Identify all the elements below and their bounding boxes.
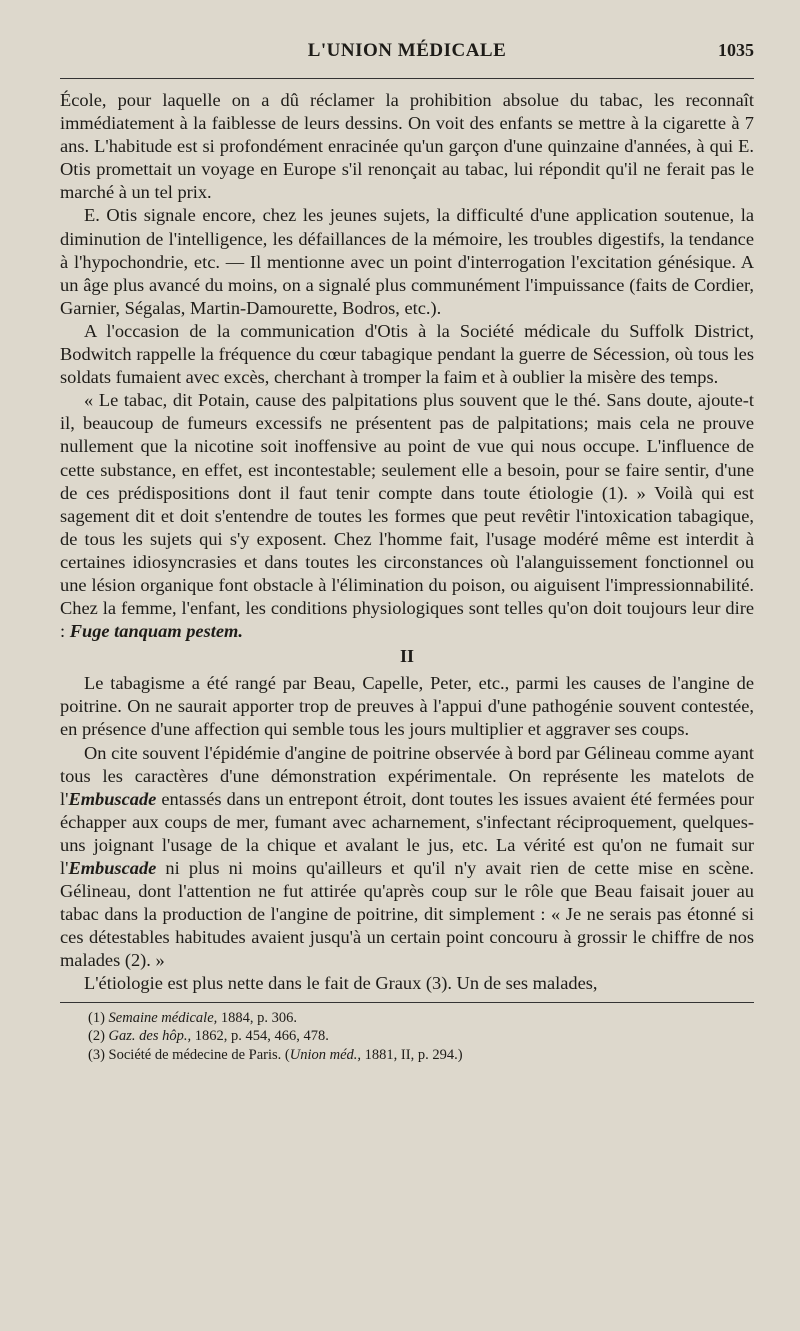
paragraph: Le tabagisme a été rangé par Beau, Capelle, Peter, etc., parmi les causes de l'angine de poitrine. On ne saurait apporter trop de preuves à l'appui d'une pathogénie souvent contestée, en présence d'une affection qui semble tous les jours multiplier et aggraver ses coups. [60, 673, 754, 740]
paragraph: École, pour laquelle on a dû réclamer la prohibition absolue du tabac, les reconnaît immédiatement à la faiblesse de leurs dessins. On voit des enfants se mettre à la cigarette à 7 ans. L'habitude est si profondément enracinée qu'un garçon d'une quinzaine d'années, à qui E. Otis promettait un voyage en Europe s'il renonçait au tabac, lui répondit qu'il ne ferait pas le marché à un tel prix. [60, 90, 754, 203]
footnote-text: 1862, p. 454, 466, 478. [194, 1028, 329, 1045]
footnote-text: 1884, p. 306. [220, 1009, 298, 1026]
paragraph-text: « Le tabac, dit Potain, cause des palpitations plus souvent que le thé. Sans doute, ajoute-t il, beaucoup de fumeurs excessifs ne présentent pas de palpitations; mais cela ne prouve nullement que la nicotine soit inoffensive au point de vue qui nous occupe. L'influence de cette substance, en effet, est incontestable; seulement elle a besoin, pour se faire sentir, d'une de ces prédispositions dont il faut tenir compte dans toute étiologie (1). » Voilà qui est sagement dit et doit s'entendre de toutes les formes que peut revêtir l'intoxication tabagique, de tous les sujets qui s'y exposent. Chez l'homme fait, l'usage modéré même est interdit à certaines idiosyncrasies et dans toutes les circonstances où l'alanguissement fonctionnel ou une lésion organique font obstacle à l'élimination du poison, ou aiguisent l'impressionnabilité. Chez la femme, l'enfant, les conditions physiologiques sont telles qu'on doit toujours leur dire : [60, 390, 754, 642]
latin-phrase: Fuge tanquam pestem. [69, 621, 243, 642]
body-text [60, 89, 754, 996]
footnote-number: (1) [88, 1009, 105, 1026]
page-number: 1035 [718, 40, 754, 60]
footnote [60, 1027, 754, 1046]
paragraph: E. Otis signale encore, chez les jeunes sujets, la difficulté d'une application soutenue, la diminution de l'intelligence, les défaillances de la mémoire, les troubles digestifs, la tendance à l'hypochondrie, etc. — Il mentionne avec un point d'interrogation l'excitation génésique. A un âge plus avancé du moins, on a signalé plus communément l'impuissance (faits de Cordier, Garnier, Ségalas, Martin-Damourette, Bodros, etc.). [60, 205, 754, 318]
running-title: L'UNION MÉDICALE [307, 40, 507, 61]
footnote-journal: Gaz. des hôp., [108, 1028, 192, 1045]
section-heading: II [399, 646, 414, 667]
footnote-number: (3) [88, 1046, 105, 1063]
paragraph-text: On cite souvent l'épidémie d'angine de poitrine observée à bord par Gélineau comme ayant tous les caractères d'une démonstration expérimentale. On représente les matelots de l' [60, 742, 754, 809]
footnote-journal: Semaine médicale, [108, 1009, 218, 1026]
footnote [60, 1046, 754, 1065]
footnote-text: 1881, II, p. 294.) [364, 1046, 463, 1063]
footnote-number: (2) [88, 1028, 105, 1045]
paragraph [60, 742, 754, 973]
running-header [60, 40, 754, 78]
paragraph: A l'occasion de la communication d'Otis à la Société médicale du Suffolk District, Bodwitch rappelle la fréquence du cœur tabagique pendant la guerre de Sécession, où tous les soldats fumaient avec excès, cherchant à tromper la faim et à oublier la misère des temps. [60, 320, 754, 388]
paragraph-text: ni plus ni moins qu'ailleurs et qu'il n'y avait rien de cette mise en scène. Gélineau, dont l'attention ne fut attirée qu'après coup sur le rôle que Beau faisait jouer au tabac dans la production de l'angine de poitrine, dit simplement : « Je ne serais pas étonné si ces détestables habitudes avaient jusqu'à un certain point concouru à grossir le chiffre de nos malades (2). » [60, 858, 754, 971]
ship-name: Embuscade [68, 788, 157, 809]
paragraph [60, 389, 754, 643]
footnote-journal: Union méd., [289, 1046, 362, 1063]
footnote [60, 1009, 754, 1028]
footnotes [60, 1009, 754, 1065]
ship-name: Embuscade [68, 858, 157, 878]
paragraph-text: entassés dans un entrepont étroit, dont toutes les issues avaient été fermées pour échapper aux coups de mer, fumant avec acharnement, s'infectant réciproquement, quelques-uns joignant l'usage de la chique et avalant le jus, etc. La vérité est qu'on ne fumait sur l' [60, 788, 754, 878]
paragraph: L'étiologie est plus nette dans le fait de Graux (3). Un de ses malades, [84, 973, 598, 994]
footnote-rule [60, 1002, 754, 1003]
header-rule [60, 78, 754, 79]
footnote-text: Société de médecine de Paris. ( [108, 1046, 290, 1063]
